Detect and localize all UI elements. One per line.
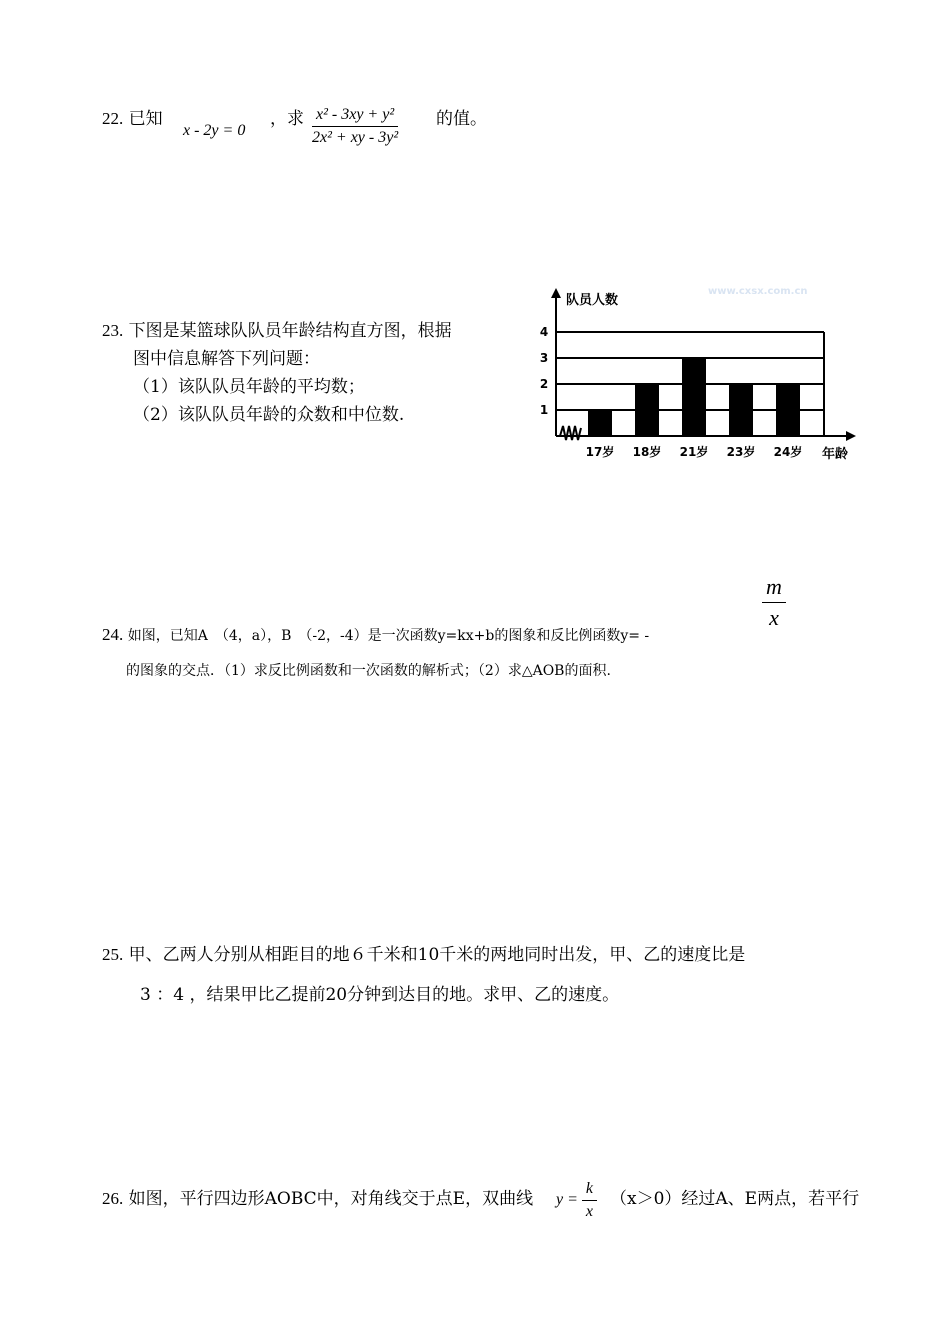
q22 [102, 108, 163, 130]
x-tick-label: 18岁 [632, 445, 662, 459]
y-tick-label: 3 [540, 351, 549, 365]
q26-equation [556, 1180, 597, 1221]
q24-fraction-numerator: m [762, 574, 786, 603]
q25-number: 25. [102, 945, 124, 964]
q24-line1-text: 如图，已知A （4，a），B （-2，-4）是一次函数y=kx+b的图象和反比例函数y= - [127, 628, 650, 644]
q24-fraction [762, 574, 786, 631]
y-axis-label: 队员人数 [566, 293, 619, 308]
bar-17岁 [588, 410, 612, 436]
x-tick-label: 24岁 [773, 445, 803, 459]
q24-fraction-denominator: x [769, 605, 779, 630]
q26-number: 26. [102, 1189, 124, 1208]
q22-suffix: 的值。 [436, 109, 487, 129]
q25-line1 [102, 944, 745, 966]
bar-21岁 [682, 358, 706, 436]
y-tick-label: 1 [540, 403, 549, 417]
q23-line1-text: 下图是某篮球队队员年龄结构直方图，根据 [128, 321, 452, 341]
q22-number: 22. [102, 109, 124, 128]
y-tick-label: 2 [540, 377, 549, 391]
q26-fraction-denominator: x [585, 1203, 594, 1220]
q22-fraction-denominator: 2x² + xy - 3y² [312, 129, 399, 146]
q22-fraction-numerator: x² - 3xy + y² [312, 106, 398, 127]
q22-given-equation: x - 2y = 0 [183, 122, 246, 139]
q24-line1 [102, 624, 649, 647]
y-axis-arrow [551, 288, 561, 298]
age-histogram-svg [540, 280, 870, 470]
q23-number: 23. [102, 321, 124, 340]
q25-line2: 3 ：4 ，结果甲比乙提前20分钟到达目的地。求甲、乙的速度。 [140, 985, 620, 1005]
q26-line1-end: （x＞0）经过A、E两点，若平行 [610, 1189, 860, 1209]
bar-18岁 [635, 384, 659, 436]
x-tick-label: 21岁 [679, 445, 709, 459]
q26-equation-lhs: y = [556, 1191, 578, 1209]
x-axis-label: 年龄 [822, 447, 849, 462]
q23-line1 [102, 320, 452, 342]
bar-23岁 [729, 384, 753, 436]
q23-line4: （2）该队队员年龄的众数和中位数. [133, 405, 405, 425]
q26-fraction-numerator: k [582, 1180, 597, 1201]
q22-prefix: 已知 [128, 109, 163, 129]
x-tick-label: 17岁 [585, 445, 615, 459]
q24-line2: 的图象的交点．（1）求反比例函数和一次函数的解析式；（2）求△AOB的面积. [126, 663, 611, 679]
x-tick-label: 23岁 [726, 445, 756, 459]
axis-break-zigzag [560, 426, 581, 440]
q22-mid: ，求 [270, 109, 304, 129]
q23-line2: 图中信息解答下列问题： [133, 349, 320, 369]
q25-line1-text: 甲、乙两人分别从相距目的地６千米和10千米的两地同时出发，甲、乙的速度比是 [128, 945, 746, 965]
q24-number: 24. [102, 625, 124, 644]
bar-24岁 [776, 384, 800, 436]
q23-line3: （1）该队队员年龄的平均数； [133, 377, 365, 397]
age-histogram [540, 280, 870, 470]
q26-line1 [102, 1188, 533, 1210]
chart-watermark: www.cxsx.com.cn [708, 286, 808, 297]
x-axis-arrow [846, 431, 856, 441]
q26-line1-text: 如图，平行四边形AOBC中，对角线交于点E，双曲线 [128, 1189, 534, 1209]
q22-fraction [308, 106, 402, 147]
y-tick-label: 4 [540, 325, 549, 339]
